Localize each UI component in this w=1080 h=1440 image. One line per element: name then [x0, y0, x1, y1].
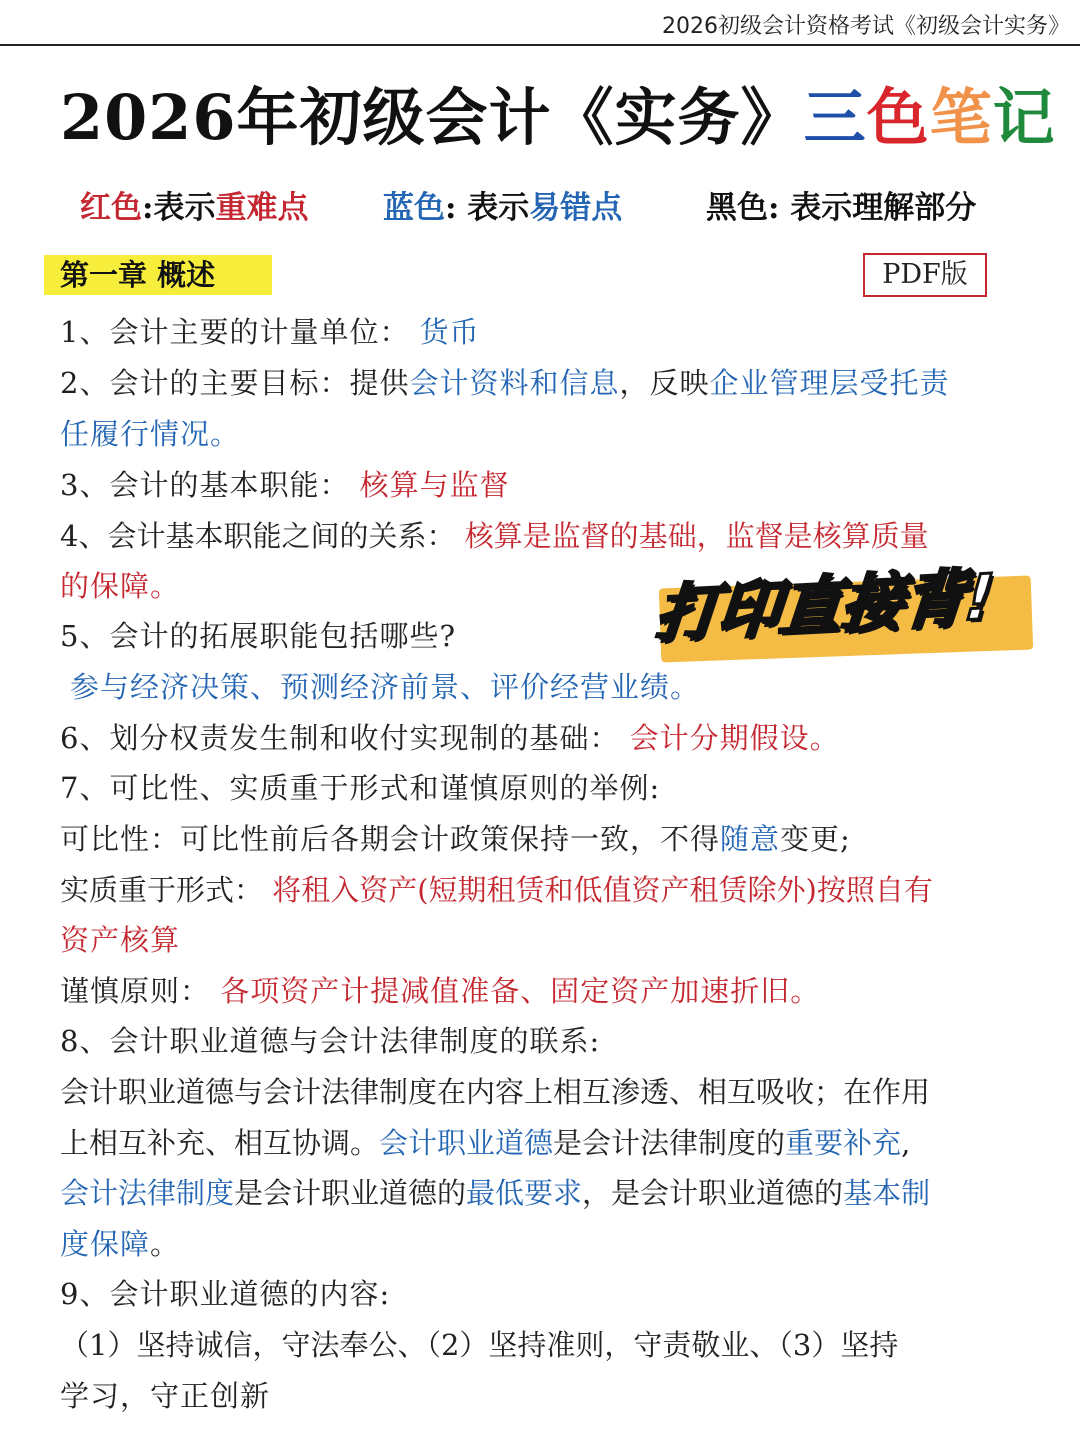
line-text-red: 会计分期假设。 — [629, 721, 840, 755]
line-text-red: 核算与监督 — [359, 468, 510, 502]
note-line — [70, 665, 700, 706]
line-text: 是会计法律制度的 — [553, 1126, 786, 1160]
line-text: 6、划分权责发生制和收付实现制的基础： — [60, 721, 620, 755]
note-line — [60, 868, 933, 909]
note-line — [60, 1374, 270, 1415]
note-line — [60, 514, 929, 555]
line-text: 8、会计职业道德与会计法律制度的联系: — [60, 1024, 601, 1058]
note-line — [60, 412, 240, 453]
note-line — [60, 918, 180, 959]
line-text-blue: 企业管理层受托责 — [709, 366, 950, 400]
legend-black-label: 黑色: 表示理解部分 — [706, 190, 977, 226]
line-text-red: 的保障。 — [60, 569, 181, 603]
line-text: 1、会计主要的计量单位： — [60, 315, 410, 349]
line-text-blue: 会计法律制度 — [60, 1176, 235, 1210]
line-text-blue: 随意 — [720, 822, 781, 856]
line-text-blue: 会计职业道德 — [379, 1126, 554, 1160]
line-text-red: 各项资产计提减值准备、固定资产加速折旧。 — [220, 974, 821, 1008]
header-text: 2026初级会计资格考试《初级会计实务》 — [662, 14, 1070, 39]
line-text: 学习，守正创新 — [60, 1379, 271, 1413]
legend-red-value: 重难点 — [215, 190, 309, 226]
line-text: 4、会计基本职能之间的关系： — [60, 519, 456, 553]
legend-black — [706, 182, 976, 227]
line-text: 。 — [150, 1227, 181, 1261]
line-text: 谨慎原则： — [60, 974, 211, 1008]
note-line — [60, 969, 820, 1010]
line-text-red: 核算是监督的基础，监督是核算质量 — [464, 519, 929, 553]
line-text: 变更; — [780, 822, 851, 856]
line-text: ，反映 — [619, 366, 710, 400]
note-line — [60, 1171, 930, 1212]
page-title — [60, 68, 1060, 157]
note-line — [60, 1121, 910, 1162]
note-line — [60, 463, 510, 504]
note-line — [60, 766, 660, 807]
legend-blue-value: 易错点 — [529, 190, 623, 226]
line-text-blue: 货币 — [419, 315, 480, 349]
line-text: 7、可比性、实质重于形式和谨慎原则的举例: — [60, 771, 661, 805]
line-text-red: 资产核算 — [60, 923, 181, 957]
legend-red — [80, 182, 308, 227]
line-text: ，是会计职业道德的 — [582, 1176, 844, 1210]
line-text: 2、会计的主要目标：提供 — [60, 366, 410, 400]
line-text-blue: 度保障 — [60, 1227, 151, 1261]
line-text: 实质重于形式： — [60, 873, 264, 907]
note-line — [60, 1019, 600, 1060]
pdf-badge: PDF版 — [863, 253, 987, 297]
line-text-blue: 基本制 — [843, 1176, 931, 1210]
note-line — [60, 1222, 180, 1263]
page-header — [0, 0, 1080, 46]
line-text-blue: 最低要求 — [466, 1176, 583, 1210]
line-text: 可比性：可比性前后各期会计政策保持一致，不得 — [60, 822, 721, 856]
line-text: 5、会计的拓展职能包括哪些? — [60, 619, 456, 653]
note-line — [60, 1323, 898, 1364]
note-line — [60, 1070, 930, 1111]
line-text: （1）坚持诚信，守法奉公、（2）坚持准则，守责敬业、（3）坚持 — [60, 1328, 899, 1362]
note-line — [60, 310, 480, 351]
chapter-heading: 第一章 概述 — [44, 255, 272, 295]
line-text: , — [901, 1126, 911, 1160]
line-text: 会计职业道德与会计法律制度在内容上相互渗透、相互吸收；在作用 — [60, 1075, 931, 1109]
note-line — [60, 716, 840, 757]
line-text: 上相互补充、相互协调。 — [60, 1126, 380, 1160]
legend-blue-sep: : 表示 — [445, 190, 530, 226]
note-line — [60, 817, 851, 858]
line-text: 9、会计职业道德的内容: — [60, 1277, 391, 1311]
line-text: 3、会计的基本职能： — [60, 468, 350, 502]
line-text-blue: 重要补充 — [785, 1126, 902, 1160]
legend-blue-label: 蓝色 — [383, 190, 445, 226]
note-line — [60, 614, 456, 655]
title-char-3: 笔 — [929, 81, 993, 154]
line-text: 是会计职业道德的 — [234, 1176, 467, 1210]
line-text-blue: 任履行情况。 — [60, 417, 241, 451]
line-text-red: 将租入资产(短期租赁和低值资产租赁除外)按照自有 — [272, 873, 933, 907]
legend-red-label: 红色 — [80, 190, 142, 226]
title-char-1: 三 — [803, 81, 867, 154]
title-char-2: 色 — [866, 81, 930, 154]
line-text-blue: 参与经济决策、预测经济前景、评价经营业绩。 — [70, 670, 701, 704]
title-main: 2026年初级会计《实务》 — [60, 81, 804, 154]
print-memorize-stamp: 打印直接背! — [652, 559, 997, 652]
line-text-blue: 会计资料和信息 — [409, 366, 620, 400]
legend-blue — [383, 182, 622, 227]
note-line — [60, 1272, 390, 1313]
title-char-4: 记 — [992, 81, 1056, 154]
legend-red-sep: :表示 — [142, 190, 216, 226]
note-line — [60, 361, 950, 402]
note-line — [60, 564, 180, 605]
